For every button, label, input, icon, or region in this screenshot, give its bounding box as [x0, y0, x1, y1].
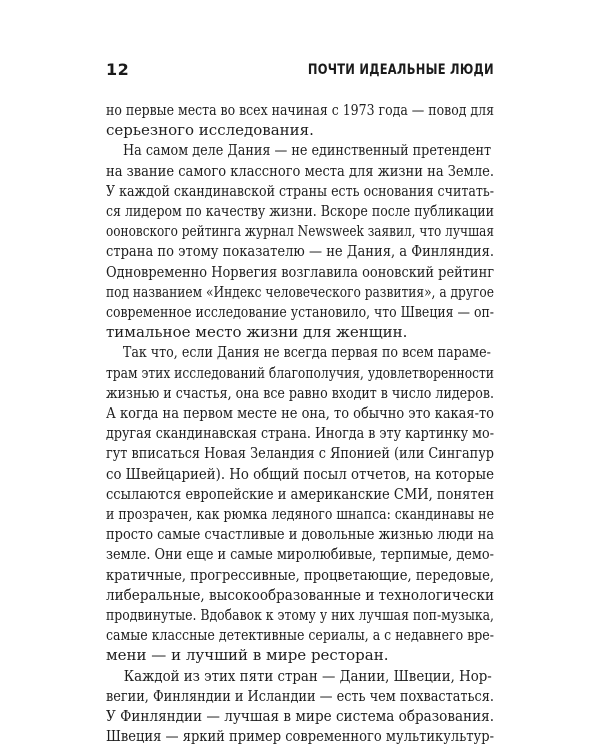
text-line: серьезного исследования. [106, 121, 314, 140]
text-line: ссылаются европейские и американские СМИ, понятен [106, 484, 495, 503]
text-line: На самом деле Дания — не единственный претендент [123, 141, 492, 160]
text-line: А когда на первом месте не она, то обычно это какая-то [106, 404, 494, 423]
text-line: Каждой из этих пяти стран — Дании, Швеции, Нор- [123, 666, 492, 685]
text-line: Швеция — яркий пример современного мультикультур- [106, 727, 494, 746]
text-line: современное исследование установило, что Швеция — оп- [106, 303, 495, 322]
text-line: кратичные, прогрессивные, процветающие, передовые, [106, 565, 494, 584]
running-title: ПОЧТИ ИДЕАЛЬНЫЕ ЛЮДИ [307, 62, 494, 78]
text-line: У Финляндии — лучшая в мире система образования. [106, 707, 495, 726]
text-line: страна по этому показателю — не Дания, а Финляндия. [106, 242, 495, 261]
page-header [106, 60, 494, 84]
paragraph [106, 140, 494, 342]
text-line: ооновского рейтинга журнал Newsweek заявил, что лучшая [106, 222, 495, 241]
text-line: Одновременно Норвегия возглавила ооновский рейтинг [106, 262, 494, 281]
text-line: трам этих исследований благополучия, удовлетворенности [106, 363, 494, 382]
paragraph [106, 100, 494, 140]
text-line: под названием «Индекс человеческого развития», а другое [106, 282, 495, 301]
text-line: но первые места во всех начиная с 1973 года — повод для [106, 101, 494, 119]
text-line: мени — и лучший в мире ресторан. [106, 646, 389, 665]
text-line: на звание самого классного места для жизни на Земле. [106, 161, 495, 180]
text-line: земле. Они еще и самые миролюбивые, терпимые, демо- [106, 545, 494, 564]
text-line: ся лидером по качеству жизни. Вскоре после публикации [106, 202, 495, 221]
text-line: просто самые счастливые и довольные жизнью люди на [106, 525, 494, 544]
text-line: либеральные, высокообразованные и технологически [106, 585, 495, 604]
paragraph [106, 342, 494, 665]
paragraph [106, 666, 494, 747]
text-line: тимальное место жизни для женщин. [106, 323, 408, 342]
text-line: жизнью и счастья, она все равно входит в число лидеров. [106, 383, 494, 402]
text-line: самые классные детективные сериалы, а с недавнего вре- [106, 626, 494, 645]
text-line: и прозрачен, как рюмка ледяного шнапса: скандинавы не [106, 505, 494, 524]
page-number: 12 [106, 60, 130, 79]
text-line: У каждой скандинавской страны есть основания считать- [106, 181, 494, 200]
text-line: продвинутые. Вдобавок к этому у них лучшая поп-музыка, [106, 606, 495, 625]
body-text [106, 100, 494, 747]
text-line: гут вписаться Новая Зеландия с Японией (или Сингапур [106, 444, 494, 463]
text-line: другая скандинавская страна. Иногда в эту картинку мо- [106, 424, 494, 443]
text-line: вегии, Финляндии и Исландии — есть чем похвастаться. [106, 686, 494, 705]
text-line: Так что, если Дания не всегда первая по всем парамe- [122, 343, 491, 362]
text-line: со Швейцарией). Но общий посыл отчетов, на которые [106, 464, 494, 483]
